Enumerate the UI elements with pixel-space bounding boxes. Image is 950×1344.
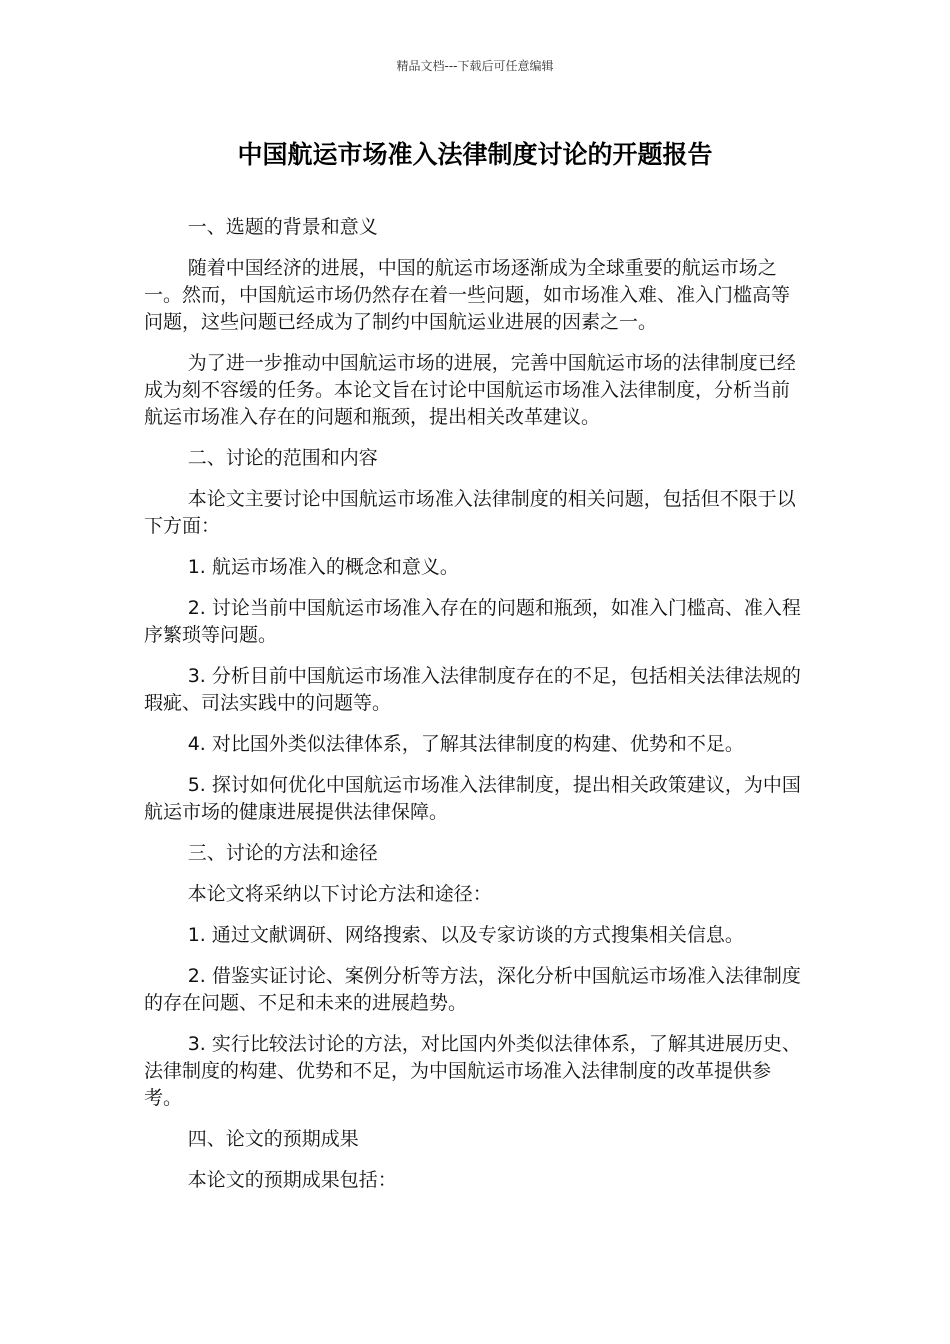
document-body [144,214,806,1208]
document-title: 中国航运市场准入法律制度讨论的开题报告 [237,140,713,169]
paragraph: 为了进一步推动中国航运市场的进展，完善中国航运市场的法律制度已经成为刻不容缓的任务。本论文旨在讨论中国航运市场准入法律制度，分析当前航运市场准入存在的问题和瓶颈，提出相关改革建议。 [144,352,796,428]
list-item: 5. 探讨如何优化中国航运市场准入法律制度，提出相关政策建议，为中国航运市场的健康进展提供法律保障。 [144,774,801,823]
paragraph: 随着中国经济的进展，中国的航运市场逐渐成为全球重要的航运市场之一。然而，中国航运市场仍然存在着一些问题，如市场准入难、准入门槛高等问题，这些问题已经成为了制约中国航运业进展的因素之一。 [144,257,791,333]
paragraph: 本论文主要讨论中国航运市场准入法律制度的相关问题，包括但不限于以下方面： [144,488,796,537]
paragraph: 本论文将采纳以下讨论方法和途径： [187,883,492,905]
list-item: 3. 实行比较法讨论的方法，对比国内外类似法律体系，了解其进展历史、法律制度的构建、优势和不足，为中国航运市场准入法律制度的改革提供参考。 [144,1033,801,1109]
section-heading: 四、论文的预期成果 [187,1128,359,1150]
section-heading: 二、讨论的范围和内容 [187,447,378,469]
section-heading: 一、选题的背景和意义 [187,216,378,238]
list-item: 1. 航运市场准入的概念和意义。 [187,556,459,578]
paragraph: 本论文的预期成果包括： [187,1169,397,1191]
section-heading: 三、讨论的方法和途径 [187,842,378,864]
list-item: 1. 通过文献调研、网络搜索、以及专家访谈的方式搜集相关信息。 [187,924,744,946]
list-item: 4. 对比国外类似法律体系，了解其法律制度的构建、优势和不足。 [187,733,744,755]
list-item: 2. 借鉴实证讨论、案例分析等方法，深化分析中国航运市场准入法律制度的存在问题、不足和未来的进展趋势。 [144,965,801,1014]
list-item: 3. 分析目前中国航运市场准入法律制度存在的不足，包括相关法律法规的瑕疵、司法实践中的问题等。 [144,665,801,714]
page-header-note: 精品文档---下载后可任意编辑 [396,59,554,73]
list-item: 2. 讨论当前中国航运市场准入存在的问题和瓶颈，如准入门槛高、准入程序繁琐等问题。 [144,597,801,646]
